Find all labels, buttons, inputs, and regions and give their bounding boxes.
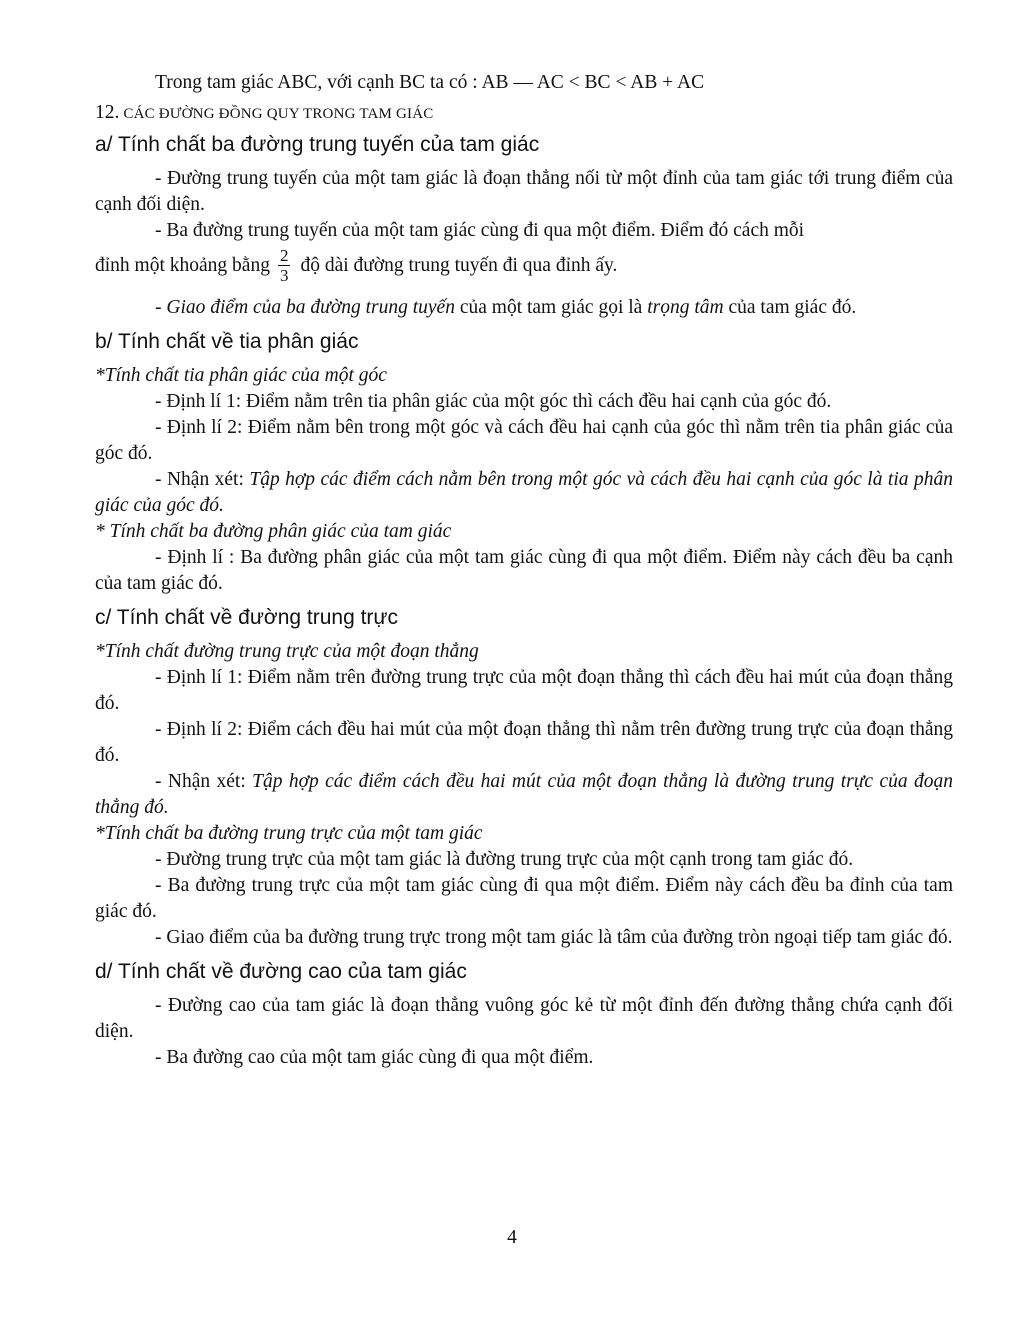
medians-definition: - Đường trung tuyến của một tam giác là đoạn thẳng nối từ một đỉnh của tam giác tới trung điểm của cạnh đối diện. bbox=[95, 168, 953, 215]
fraction-denominator: 3 bbox=[279, 266, 289, 285]
page-content bbox=[95, 70, 953, 1071]
page-number: 4 bbox=[507, 1227, 517, 1248]
bisector-remark bbox=[95, 467, 953, 519]
medians-ratio-before: đỉnh một khoảng bằng bbox=[95, 254, 270, 276]
perp-bisector-remark-text: Tập hợp các điểm cách đều hai mút của một đoạn thẳng là đường trung trực của đoạn thẳng đó. bbox=[95, 771, 953, 818]
section-number: 12. bbox=[95, 102, 120, 123]
altitude-definition: - Đường cao của tam giác là đoạn thẳng vuông góc kẻ từ một đỉnh đến đường thẳng chứa cạnh đối diện. bbox=[95, 995, 953, 1042]
heading-altitude: d/ Tính chất về đường cao của tam giác bbox=[95, 960, 467, 983]
medians-ratio-after: độ dài đường trung tuyến đi qua đỉnh ấy. bbox=[300, 254, 618, 276]
altitude-concurrency: - Ba đường cao của một tam giác cùng đi qua một điểm. bbox=[155, 1047, 594, 1068]
centroid-definition bbox=[95, 295, 953, 321]
centroid-mid-text: của một tam giác gọi là bbox=[454, 297, 648, 318]
heading-perpendicular-bisector: c/ Tính chất về đường trung trực bbox=[95, 606, 398, 629]
section-12-heading bbox=[95, 102, 953, 124]
perp-bisector-theorem-2: - Định lí 2: Điểm cách đều hai mút của một đoạn thẳng thì nằm trên đường trung trực của đoạn thẳng đó. bbox=[95, 719, 953, 766]
perp-bisector-remark-label: - Nhận xét: bbox=[155, 771, 253, 792]
centroid-term-intersection: Giao điểm của ba đường trung tuyến bbox=[166, 297, 455, 318]
bisector-subheading-angle: *Tính chất tia phân giác của một góc bbox=[95, 365, 387, 386]
bisector-remark-label: - Nhận xét: bbox=[155, 469, 250, 490]
intro-inequality: Trong tam giác ABC, với cạnh BC ta có : AB — AC < BC < AB + AC bbox=[155, 72, 705, 93]
perp-bisector-theorem-1: - Định lí 1: Điểm nằm trên đường trung trực của một đoạn thẳng thì cách đều hai mút của đoạn thẳng đó. bbox=[95, 667, 953, 714]
section-title: CÁC ĐƯỜNG ĐỒNG QUY TRONG TAM GIÁC bbox=[123, 106, 434, 122]
bisector-theorem-2: - Định lí 2: Điểm nằm bên trong một góc và cách đều hai cạnh của góc thì nằm trên tia phân giác của góc đó. bbox=[95, 417, 953, 464]
centroid-term: trọng tâm bbox=[647, 297, 724, 318]
perp-bisector-remark bbox=[95, 769, 953, 821]
bisector-remark-text: Tập hợp các điểm cách nằm bên trong một góc và cách đều hai cạnh của góc là tia phân giác của góc đó. bbox=[95, 469, 953, 516]
heading-angle-bisector: b/ Tính chất về tia phân giác bbox=[95, 330, 359, 353]
centroid-end-text: của tam giác đó. bbox=[723, 297, 857, 318]
circumcenter-definition: - Giao điểm của ba đường trung trực trong một tam giác là tâm của đường tròn ngoại tiếp tam giác đó. bbox=[155, 927, 953, 948]
bisector-theorem-1: - Định lí 1: Điểm nằm trên tia phân giác của một góc thì cách đều hai cạnh của góc đó. bbox=[155, 391, 832, 412]
heading-medians: a/ Tính chất ba đường trung tuyến của tam giác bbox=[95, 133, 540, 156]
fraction-two-thirds bbox=[278, 246, 291, 285]
fraction-numerator: 2 bbox=[279, 246, 289, 265]
medians-ratio-line bbox=[95, 246, 953, 285]
perp-bisector-triangle-concurrency: - Ba đường trung trực của một tam giác cùng đi qua một điểm. Điểm này cách đều ba đỉnh của tam giác đó. bbox=[95, 875, 953, 922]
bisector-subheading-triangle: * Tính chất ba đường phân giác của tam giác bbox=[95, 521, 452, 542]
perp-bisector-triangle-definition: - Đường trung trực của một tam giác là đường trung trực của một cạnh trong tam giác đó. bbox=[155, 849, 854, 870]
bisector-triangle-theorem: - Định lí : Ba đường phân giác của một tam giác cùng đi qua một điểm. Điểm này cách đều ba cạnh của tam giác đó. bbox=[95, 547, 953, 594]
perp-bisector-subheading-triangle: *Tính chất ba đường trung trực của một tam giác bbox=[95, 823, 483, 844]
perp-bisector-subheading-segment: *Tính chất đường trung trực của một đoạn thẳng bbox=[95, 641, 479, 662]
centroid-dash: - bbox=[155, 297, 167, 318]
medians-concurrency: - Ba đường trung tuyến của một tam giác cùng đi qua một điểm. Điểm đó cách mỗi bbox=[155, 220, 805, 241]
